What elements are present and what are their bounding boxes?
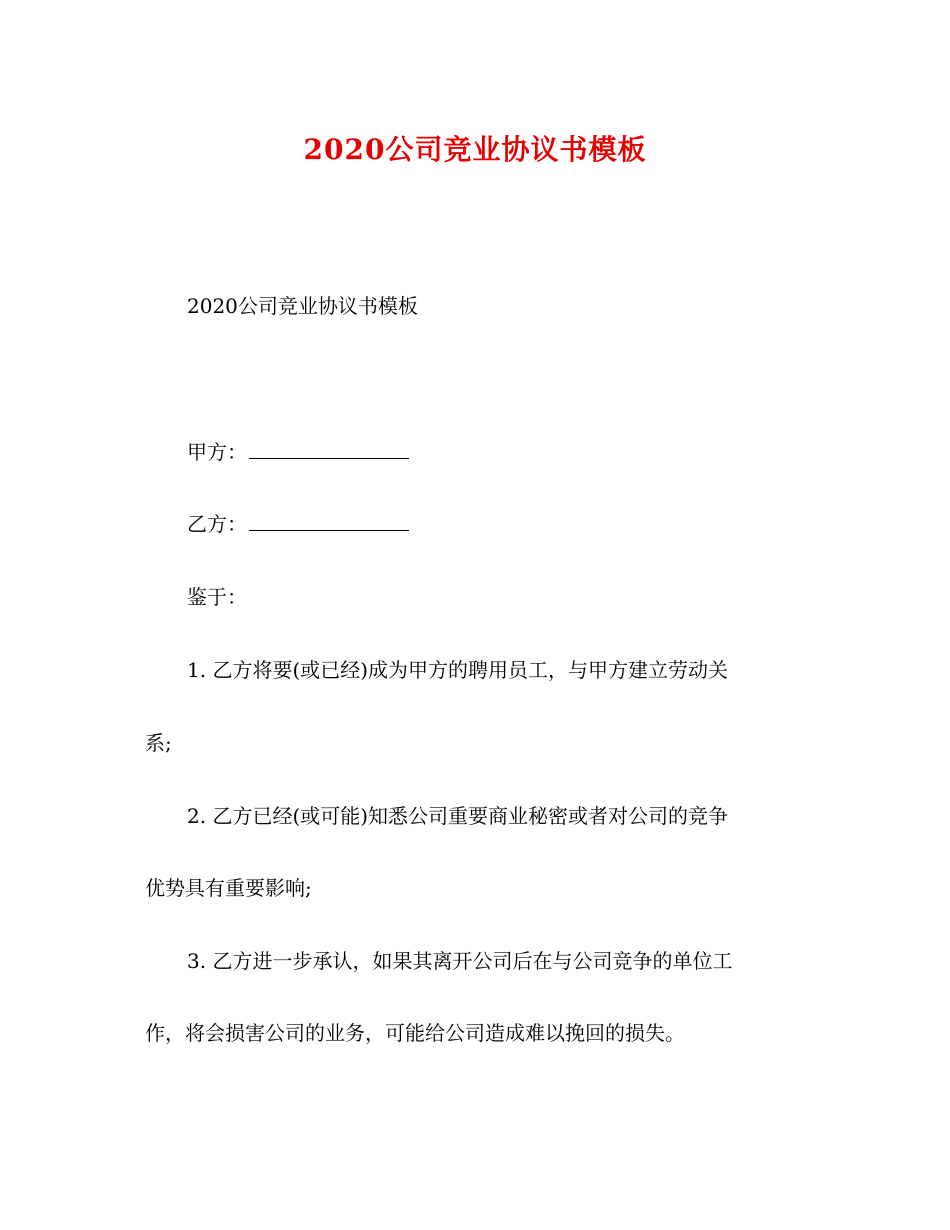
clause-2-line-1: 2. 乙方已经(或可能)知悉公司重要商业秘密或者对公司的竞争 [187,804,729,828]
clause-1-line-1: 1. 乙方将要(或已经)成为甲方的聘用员工，与甲方建立劳动关 [187,658,729,682]
clause-2-line-2: 优势具有重要影响; [145,876,312,900]
whereas-label: 鉴于： [187,585,247,609]
party-a-blank [249,438,409,459]
party-b-blank [249,510,409,531]
document-title: 2020公司竞业协议书模板 [303,133,647,166]
party-a-line [187,437,409,467]
clause-3-line-2: 作，将会损害公司的业务，可能给公司造成难以挽回的损失。 [145,1021,685,1045]
party-a-label: 甲方： [187,440,247,464]
party-b-label: 乙方： [187,512,247,536]
clause-1-line-2: 系; [145,731,172,755]
document-subtitle: 2020公司竞业协议书模板 [187,294,418,318]
party-b-line [187,509,409,539]
clause-3-line-1: 3. 乙方进一步承认，如果其离开公司后在与公司竞争的单位工 [187,949,733,973]
